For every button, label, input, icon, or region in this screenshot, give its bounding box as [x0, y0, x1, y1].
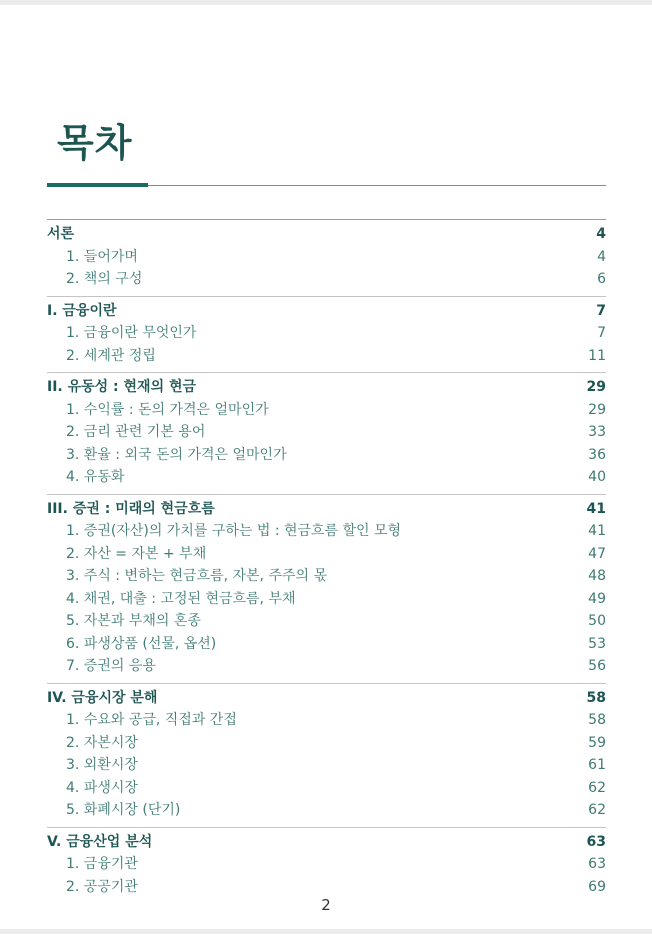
- entry-title: 1. 금융기관: [66, 856, 138, 872]
- toc-section-heading[interactable]: [47, 300, 606, 323]
- section-page-number: 63: [586, 833, 606, 850]
- entry-title: 2. 세계관 정립: [66, 347, 156, 364]
- entry-title: 4. 파생시장: [66, 779, 138, 796]
- section-title: II. 유동성 : 현재의 현금: [47, 379, 197, 395]
- section-page-number: 41: [586, 500, 606, 517]
- toc-entry[interactable]: [47, 633, 606, 656]
- entry-title: 3. 주식 : 변하는 현금흐름, 자본, 주주의 몫: [66, 568, 327, 584]
- top-edge: [0, 0, 652, 5]
- entry-title: 1. 수익률 : 돈의 가격은 얼마인가: [66, 401, 269, 418]
- toc-entry[interactable]: [47, 709, 606, 732]
- entry-title: 2. 공공기관: [66, 878, 138, 895]
- entry-title: 6. 파생상품 (선물, 옵션): [66, 635, 217, 652]
- entry-title: 3. 외환시장: [66, 757, 138, 773]
- entry-page-number: 49: [588, 590, 606, 607]
- toc-entry[interactable]: [47, 799, 606, 822]
- toc-section: [47, 372, 606, 489]
- toc-entry[interactable]: [47, 655, 606, 678]
- entry-title: 1. 증권(자산)의 가치를 구하는 법 : 현금흐름 할인 모형: [66, 523, 402, 539]
- entry-title: 1. 수요와 공급, 직접과 간접: [66, 712, 237, 728]
- entry-page-number: 40: [588, 469, 606, 485]
- entry-title: 4. 유동화: [66, 469, 125, 485]
- section-title: IV. 금융시장 분해: [47, 689, 158, 706]
- section-title: V. 금융산업 분석: [47, 833, 153, 850]
- entry-title: 2. 자본시장: [66, 734, 138, 751]
- entry-title: 1. 들어가며: [66, 248, 138, 265]
- entry-page-number: 63: [588, 856, 606, 872]
- entry-page-number: 62: [588, 802, 606, 818]
- entry-page-number: 53: [588, 635, 606, 652]
- toc-section-heading[interactable]: [47, 223, 606, 246]
- toc-entry[interactable]: [47, 399, 606, 422]
- toc-section-heading[interactable]: [47, 376, 606, 399]
- entry-page-number: 56: [588, 658, 606, 674]
- section-page-number: 4: [596, 226, 606, 242]
- entry-title: 3. 환율 : 외국 돈의 가격은 얼마인가: [66, 446, 287, 463]
- toc-entry[interactable]: [47, 421, 606, 444]
- toc-entry[interactable]: [47, 345, 606, 368]
- toc-section-heading[interactable]: [47, 498, 606, 521]
- toc-section: [47, 494, 606, 678]
- title-divider-rule: [148, 185, 606, 186]
- toc-entry[interactable]: [47, 732, 606, 755]
- toc-entry[interactable]: [47, 466, 606, 489]
- bottom-edge: [0, 929, 652, 934]
- page-title: 목차: [57, 121, 133, 165]
- entry-title: 1. 금융이란 무엇인가: [66, 325, 197, 341]
- toc-entry[interactable]: [47, 246, 606, 269]
- toc-entry[interactable]: [47, 588, 606, 611]
- toc-entry[interactable]: [47, 565, 606, 588]
- entry-page-number: 7: [597, 325, 606, 341]
- toc-entry[interactable]: [47, 853, 606, 876]
- entry-title: 2. 책의 구성: [66, 271, 143, 287]
- section-page-number: 29: [586, 379, 606, 395]
- section-title: III. 증권 : 미래의 현금흐름: [47, 500, 215, 517]
- entry-page-number: 6: [597, 271, 606, 287]
- toc-entry[interactable]: [47, 444, 606, 467]
- toc-entry[interactable]: [47, 754, 606, 777]
- toc-section: [47, 219, 606, 291]
- toc-entry[interactable]: [47, 876, 606, 899]
- section-title: 서론: [47, 226, 75, 242]
- entry-page-number: 61: [588, 757, 606, 773]
- page-number: 2: [321, 896, 331, 914]
- entry-page-number: 29: [588, 401, 606, 418]
- entry-page-number: 33: [588, 424, 606, 440]
- entry-page-number: 36: [588, 446, 606, 463]
- toc-entry[interactable]: [47, 610, 606, 633]
- entry-page-number: 59: [588, 734, 606, 751]
- toc-section: [47, 683, 606, 822]
- entry-page-number: 69: [588, 878, 606, 895]
- toc-entry[interactable]: [47, 520, 606, 543]
- entry-page-number: 47: [588, 545, 606, 562]
- entry-page-number: 48: [588, 568, 606, 584]
- section-title: I. 금융이란: [47, 302, 117, 319]
- entry-title: 5. 자본과 부채의 혼종: [66, 613, 201, 629]
- section-page-number: 7: [596, 302, 606, 319]
- toc-section-heading[interactable]: [47, 687, 606, 710]
- toc-entry[interactable]: [47, 322, 606, 345]
- entry-title: 5. 화폐시장 (단기): [66, 802, 181, 818]
- entry-page-number: 62: [588, 779, 606, 796]
- entry-page-number: 41: [588, 523, 606, 539]
- entry-page-number: 50: [588, 613, 606, 629]
- toc-entry[interactable]: [47, 777, 606, 800]
- entry-title: 7. 증권의 응용: [66, 658, 156, 674]
- table-of-contents: [47, 219, 606, 903]
- entry-page-number: 11: [588, 347, 606, 364]
- entry-title: 2. 자산 = 자본 + 부채: [66, 545, 207, 562]
- title-accent-rule: [47, 183, 148, 187]
- entry-title: 4. 채권, 대출 : 고정된 현금흐름, 부채: [66, 590, 296, 607]
- entry-page-number: 58: [588, 712, 606, 728]
- section-page-number: 58: [586, 689, 606, 706]
- toc-section: [47, 827, 606, 899]
- toc-section: [47, 296, 606, 368]
- toc-section-heading[interactable]: [47, 831, 606, 854]
- toc-entry[interactable]: [47, 543, 606, 566]
- entry-page-number: 4: [597, 248, 606, 265]
- entry-title: 2. 금리 관련 기본 용어: [66, 424, 206, 440]
- toc-entry[interactable]: [47, 268, 606, 291]
